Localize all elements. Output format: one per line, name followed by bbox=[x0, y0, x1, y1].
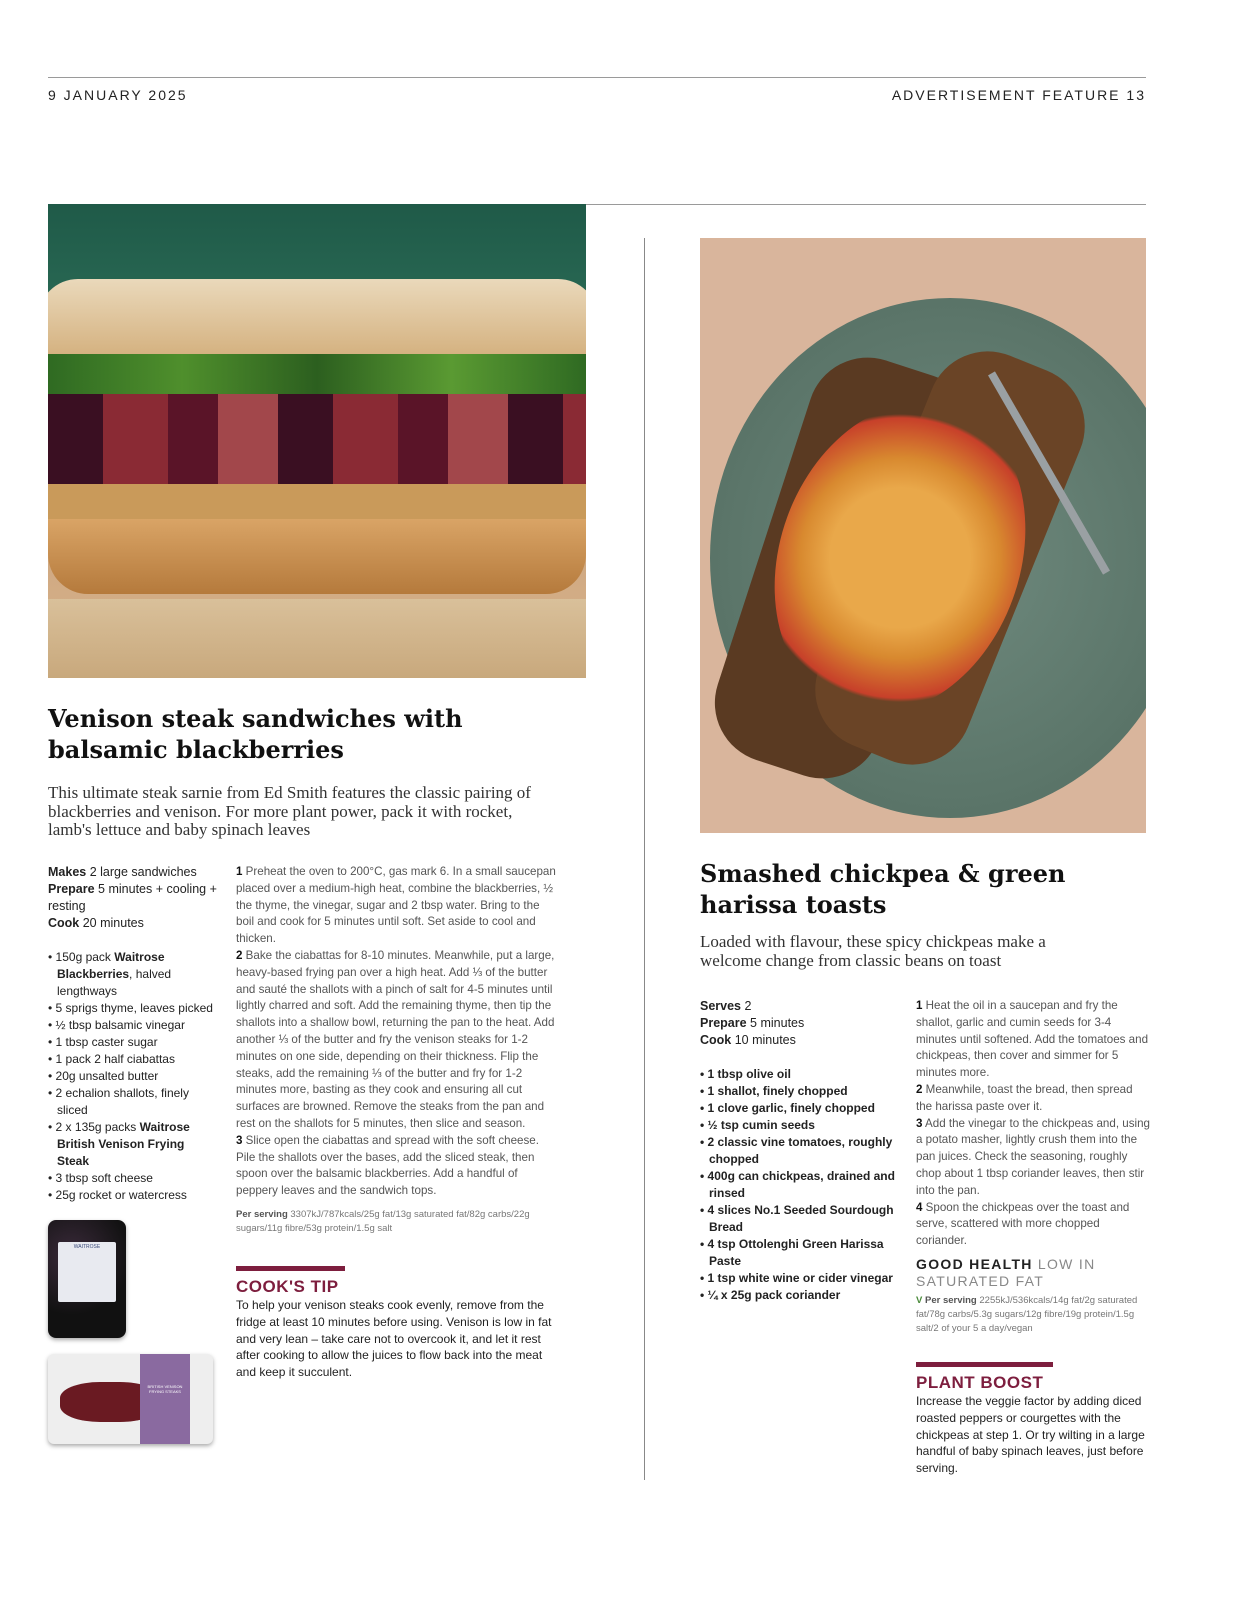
good-health-badge bbox=[916, 1256, 1151, 1290]
method-step: 3 Add the vinegar to the chickpeas and, using a potato masher, lightly crush them into the pan juices. Check the seasoning, roughly chop about 1 tbsp coriander leaves, then stir into the pan. bbox=[916, 1116, 1150, 1197]
meta-line bbox=[48, 915, 218, 932]
meta-line bbox=[700, 1015, 900, 1032]
section-rule bbox=[586, 204, 1146, 205]
chickpea-toast-photo bbox=[700, 238, 1146, 833]
meta-label: Cook bbox=[700, 1033, 732, 1047]
plant-boost-body: Increase the veggie factor by adding diced roasted peppers or courgettes with the chickpeas at step 1. Or try wilting in a large handful of baby spinach leaves, just before serving. bbox=[916, 1393, 1145, 1476]
venison-sandwich-photo bbox=[48, 204, 586, 678]
method-step: 2 Meanwhile, toast the bread, then spread the harissa paste over it. bbox=[916, 1082, 1133, 1113]
meta-label: Serves bbox=[700, 999, 742, 1013]
issue-date: 9 JANUARY 2025 bbox=[48, 87, 188, 103]
recipe2-title-line2: harissa toasts bbox=[700, 890, 887, 919]
step-number: 2 bbox=[916, 1082, 923, 1096]
recipe2-meta bbox=[700, 998, 900, 1049]
step-number: 1 bbox=[236, 865, 243, 878]
recipe1-title-line2: balsamic blackberries bbox=[48, 735, 344, 764]
step-number: 1 bbox=[916, 999, 923, 1012]
recipe1-method-column bbox=[236, 864, 558, 1381]
step-number: 2 bbox=[236, 948, 243, 962]
ingredient-item: • 400g can chickpeas, drained and rinsed bbox=[700, 1168, 900, 1202]
recipe1-intro: This ultimate steak sarnie from Ed Smith features the classic pairing of blackberries and venison. For more plant power, pack it with rocket, lamb's lettuce and baby spinach leaves bbox=[48, 783, 531, 839]
recipe1-per-serving bbox=[236, 1208, 558, 1236]
ingredient-item: • 1 tsp white wine or cider vinegar bbox=[700, 1270, 900, 1287]
section-label: ADVERTISEMENT FEATURE 13 bbox=[891, 87, 1146, 103]
recipe1-method bbox=[236, 864, 558, 1200]
ingredient-item: • 25g rocket or watercress bbox=[48, 1187, 218, 1204]
good-health-text: LOW IN SATURATED FAT bbox=[916, 1255, 1096, 1289]
ingredient-item: • 2 classic vine tomatoes, roughly chopped bbox=[700, 1134, 900, 1168]
ingredient-item: • 4 tsp Ottolenghi Green Harissa Paste bbox=[700, 1236, 900, 1270]
meta-label: Prepare bbox=[700, 1016, 747, 1030]
meta-value: 2 large sandwiches bbox=[89, 865, 197, 879]
recipe2-title-line1: Smashed chickpea & green bbox=[700, 859, 1066, 888]
venison-pack-image bbox=[48, 1354, 213, 1444]
recipe2-meta-column bbox=[700, 998, 900, 1304]
good-health-label: GOOD HEALTH bbox=[916, 1255, 1033, 1272]
recipe2-method bbox=[916, 998, 1151, 1250]
venison-pack-brand: BRITISH VENISON FRYING STEAKS bbox=[147, 1384, 183, 1394]
ingredient-item: • 2 x 135g packs Waitrose British Venison Frying Steak bbox=[48, 1119, 218, 1170]
meta-value: 5 minutes + cooling + resting bbox=[48, 882, 217, 913]
ingredient-item: • 150g pack Waitrose Blackberries, halved lengthways bbox=[48, 949, 218, 1000]
top-rule bbox=[48, 77, 1146, 78]
step-number: 3 bbox=[236, 1133, 243, 1147]
ingredient-item: • 1 pack 2 half ciabattas bbox=[48, 1051, 218, 1068]
blackberries-pack-image bbox=[48, 1220, 126, 1338]
method-step: 1 Heat the oil in a saucepan and fry the shallot, garlic and cumin seeds for 3-4 minutes until softened. Add the tomatoes and chickpeas, then cover and simmer for 5 minutes more. bbox=[916, 999, 1149, 1080]
recipe1-ingredients bbox=[48, 949, 218, 1204]
cooks-tip-bar bbox=[236, 1266, 345, 1271]
per-serving-label: Per serving bbox=[236, 1208, 288, 1220]
blackberries-pack-brand: WAITROSE bbox=[73, 1244, 101, 1250]
method-step: 3 Slice open the ciabattas and spread with the soft cheese. Pile the shallots over the bases, add the sliced steak, then spoon over the balsamic blackberries. Add a handful of peppery leaves and the sandwich tops. bbox=[236, 1133, 539, 1198]
meta-line bbox=[700, 998, 900, 1015]
ingredient-item: • ½ tbsp balsamic vinegar bbox=[48, 1017, 218, 1034]
cooks-tip-title: COOK'S TIP bbox=[236, 1276, 339, 1296]
recipe1-meta-column bbox=[48, 864, 218, 1444]
column-divider bbox=[644, 238, 645, 1480]
plant-boost-bar bbox=[916, 1362, 1053, 1367]
per-serving-values: 2255kJ/536kcals/14g fat/2g saturated fat/78g carbs/5.3g sugars/12g fibre/19g protein/1.5g salt/2 of your 5 a day/vegan bbox=[916, 1294, 1138, 1334]
meta-line bbox=[700, 1032, 900, 1049]
ingredient-item: • 1 clove garlic, finely chopped bbox=[700, 1100, 900, 1117]
ingredient-item: • 20g unsalted butter bbox=[48, 1068, 218, 1085]
recipe1-title-line1: Venison steak sandwiches with bbox=[48, 704, 463, 733]
recipe2-intro: Loaded with flavour, these spicy chickpeas make a welcome change from classic beans on toast bbox=[700, 932, 1046, 970]
plant-boost-title: PLANT BOOST bbox=[916, 1372, 1044, 1392]
ingredient-item: • 1 tbsp olive oil bbox=[700, 1066, 900, 1083]
recipe2-title bbox=[700, 858, 1150, 920]
ingredient-item: • 4 slices No.1 Seeded Sourdough Bread bbox=[700, 1202, 900, 1236]
recipe2-per-serving bbox=[916, 1294, 1151, 1336]
ingredient-item: • 1 tbsp caster sugar bbox=[48, 1034, 218, 1051]
ingredient-product: Waitrose British Venison Frying Steak bbox=[57, 1120, 190, 1168]
recipe1-title bbox=[48, 703, 618, 765]
meta-line bbox=[48, 881, 218, 915]
recipe1-meta bbox=[48, 864, 218, 932]
step-number: 3 bbox=[916, 1116, 923, 1130]
meta-value: 5 minutes bbox=[750, 1016, 805, 1030]
ingredient-item: • ½ tsp cumin seeds bbox=[700, 1117, 900, 1134]
per-serving-values: 3307kJ/787kcals/25g fat/13g saturated fat/82g carbs/22g sugars/11g fibre/53g protein/1.5g salt bbox=[236, 1208, 530, 1234]
meta-line bbox=[48, 864, 218, 881]
meta-value: 20 minutes bbox=[82, 916, 144, 930]
ingredient-item: • 1 shallot, finely chopped bbox=[700, 1083, 900, 1100]
recipe2-method-column bbox=[916, 998, 1151, 1477]
method-step: 2 Bake the ciabattas for 8-10 minutes. Meanwhile, put a large, heavy-based frying pan over a high heat. Add ⅓ of the butter and sauté the shallots with a pinch of salt for 4-5 minutes until lightly charred and soft. Add the remaining thyme, then tip the shallots into a shallow bowl, returning the pan to the heat. Add another ⅓ of the butter and fry the venison steaks for 1-2 minutes on one side, depending on their thickness. Flip the steaks, add the remaining ⅓ of the butter and fry for 1-2 minutes more, basting as they cook and ensuring all cut surfaces are browned. Remove the steaks from the pan and rest on the shallots for 5 minutes, then slice and season. bbox=[236, 948, 555, 1130]
meta-value: 2 bbox=[744, 999, 752, 1013]
meta-value: 10 minutes bbox=[734, 1033, 796, 1047]
cooks-tip-body: To help your venison steaks cook evenly, remove from the fridge at least 10 minutes before using. Venison is low in fat and very lean – take care not to overcook it, and let it rest after cooking to allow the juices to flow back into the meat and keep it succulent. bbox=[236, 1297, 552, 1380]
ingredient-item: • 2 echalion shallots, finely sliced bbox=[48, 1085, 218, 1119]
vegetarian-mark: V bbox=[916, 1294, 923, 1306]
ingredient-item: • 5 sprigs thyme, leaves picked bbox=[48, 1000, 218, 1017]
per-serving-label: Per serving bbox=[924, 1294, 977, 1306]
meta-label: Prepare bbox=[48, 882, 95, 896]
ingredient-item: • ¼ x 25g pack coriander bbox=[700, 1287, 900, 1304]
recipe2-ingredients bbox=[700, 1066, 900, 1304]
method-step: 4 Spoon the chickpeas over the toast and serve, scattered with more chopped coriander. bbox=[916, 1200, 1130, 1248]
ingredient-product: Waitrose Blackberries bbox=[57, 950, 165, 981]
ingredient-item: • 3 tbsp soft cheese bbox=[48, 1170, 218, 1187]
method-step: 1 Preheat the oven to 200°C, gas mark 6. In a small saucepan placed over a medium-high heat, combine the blackberries, ½ the thyme, the vinegar, sugar and 2 tbsp water. Bring to the boil and cook for 5 minutes until soft. Set aside to cool and thicken. bbox=[236, 865, 556, 946]
step-number: 4 bbox=[916, 1200, 923, 1214]
meta-label: Cook bbox=[48, 916, 80, 930]
meta-label: Makes bbox=[48, 865, 87, 879]
